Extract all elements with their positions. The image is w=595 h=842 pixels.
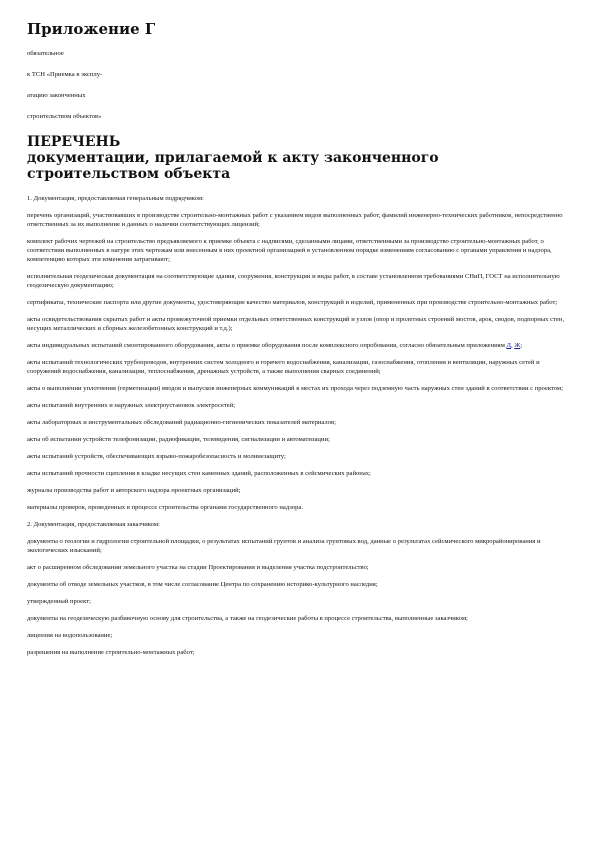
list-item: акты лабораторных и инструментальных обследований радиационно-гигиенических показателей материалов;: [27, 419, 336, 426]
meta-line: обязательное: [27, 50, 64, 57]
list-item: документы на геодезическую разбивочную основу для строительства, а также на геодезические работы в процессе строительства, выполненные заказчиком;: [27, 615, 468, 622]
document-body: [27, 194, 568, 657]
list-item: журналы производства работ и авторского надзора проектных организаций;: [27, 487, 241, 494]
document-title: [27, 134, 568, 182]
list-item: исполнительная геодезическая документация на соответствующие здания, сооружения, конструкции и виды работ, в составе установленном требованиями СНиП, ГОСТ на исполнительную геодезическую документацию;: [27, 273, 560, 289]
document-title-line: ПЕРЕЧЕНЬ: [27, 134, 121, 150]
list-item: акты испытаний прочности сцепления в кладке несущих стен каменных зданий, расположенных в сейсмических районах;: [27, 470, 371, 477]
list-item: акты испытаний устройств, обеспечивающих взрыво-пожаробезопасность и молниезащиту;: [27, 453, 286, 460]
section-heading: 2. Документация, предоставляемая заказчиком:: [27, 521, 160, 528]
list-item: акты испытаний технологических трубопроводов, внутренних систем холодного и горячего водоснабжения, канализации, газоснабжения, отопления и вентиляции, наружных сетей и сооружений водоснабжения, канализации, теплоснабжения, дренажных устройств, а также выполнения сварных соединений;: [27, 359, 540, 375]
list-item: документы о геологии и гидрологии строительной площадки, о результатах испытаний грунтов и анализа грунтовых вод, данные о результатах сейсмического микрорайонирования и экологических изысканий;: [27, 538, 541, 554]
list-item: акт о расширенном обследовании земельного участка на стадии Проектирования и выделения участка подстроительство;: [27, 564, 369, 571]
list-item-end: ;: [520, 342, 523, 349]
list-item: акты об испытании устройств телефонизации, радиофикации, телевидения, сигнализации и автоматизации;: [27, 436, 330, 443]
appendix-link-d[interactable]: Д: [506, 342, 512, 349]
list-item: перечень организаций, участвовавших в производстве строительно-монтажных работ с указанием видов выполненных работ, фамилий инженерно-технических работников, непосредственно ответственных за их выполнение и данных о наличии соответствующих лицензий;: [27, 212, 563, 228]
document-title-line: документации, прилагаемой к акту законченного: [27, 150, 439, 166]
meta-line: строительством объектов»: [27, 113, 102, 120]
document-title-line: строительством объекта: [27, 166, 231, 182]
list-item: разрешения на выполнение строительно-монтажных работ;: [27, 649, 195, 656]
list-item: материалы проверок, проведенных в процессе строительства органами государственного надзора.: [27, 504, 303, 511]
list-item: сертификаты, технические паспорта или другие документы, удостоверяющие качество материалов, конструкций и изделий, примененных при производстве строительно-монтажных работ;: [27, 299, 558, 306]
appendix-meta: [27, 50, 568, 121]
list-item: акты испытаний внутренних и наружных электроустановок электросетей;: [27, 402, 236, 409]
list-item: акты о выполнении уплотнения (герметизации) вводов и выпусков инженерных коммуникаций в местах их прохода через подземную часть наружных стен зданий в соответствии с проектом;: [27, 385, 563, 392]
appendix-link-zh[interactable]: Ж: [514, 342, 521, 349]
meta-line: атацию законченных: [27, 92, 86, 99]
list-item: акты освидетельствования скрытых работ и акты промежуточной приемки отдельных ответственных конструкций и узлов (опор и пролетных строений мостов, арок, сводов, подпорных стен, несущих металлических и сборных железобетонных конструкций и т.д.);: [27, 316, 565, 332]
list-item: документы об отводе земельных участков, в том числе согласование Центра по сохранению историко-культурного наследия;: [27, 581, 378, 588]
list-item: комплект рабочих чертежей на строительство предъявляемого к приемке объекта с надписями, сделанными лицами, ответственными за производство строительно-монтажных работ, о соответствии выполненных в натуре этих чертежам или внесенным в них проектной организацией в установленном порядке изменениям согласованию с органами управления и надзора, компетенцию которых эти изменения затрагивают;: [27, 238, 552, 263]
meta-line: к ТСН «Приемка в эксплу-: [27, 71, 103, 78]
section-heading: 1. Документация, предоставляемая генеральным подрядчиком:: [27, 195, 204, 202]
list-item: лицензия на водопользование;: [27, 632, 113, 639]
list-item-text: акты индивидуальных испытаний смонтированного оборудования, акты о приемке оборудования после комплексного опробования, согласно обязательным приложениям: [27, 342, 507, 349]
list-item: [27, 341, 568, 350]
list-item: утвержденный проект;: [27, 598, 91, 605]
appendix-title: Приложение Г: [27, 20, 156, 38]
link-separator: ,: [511, 342, 515, 349]
